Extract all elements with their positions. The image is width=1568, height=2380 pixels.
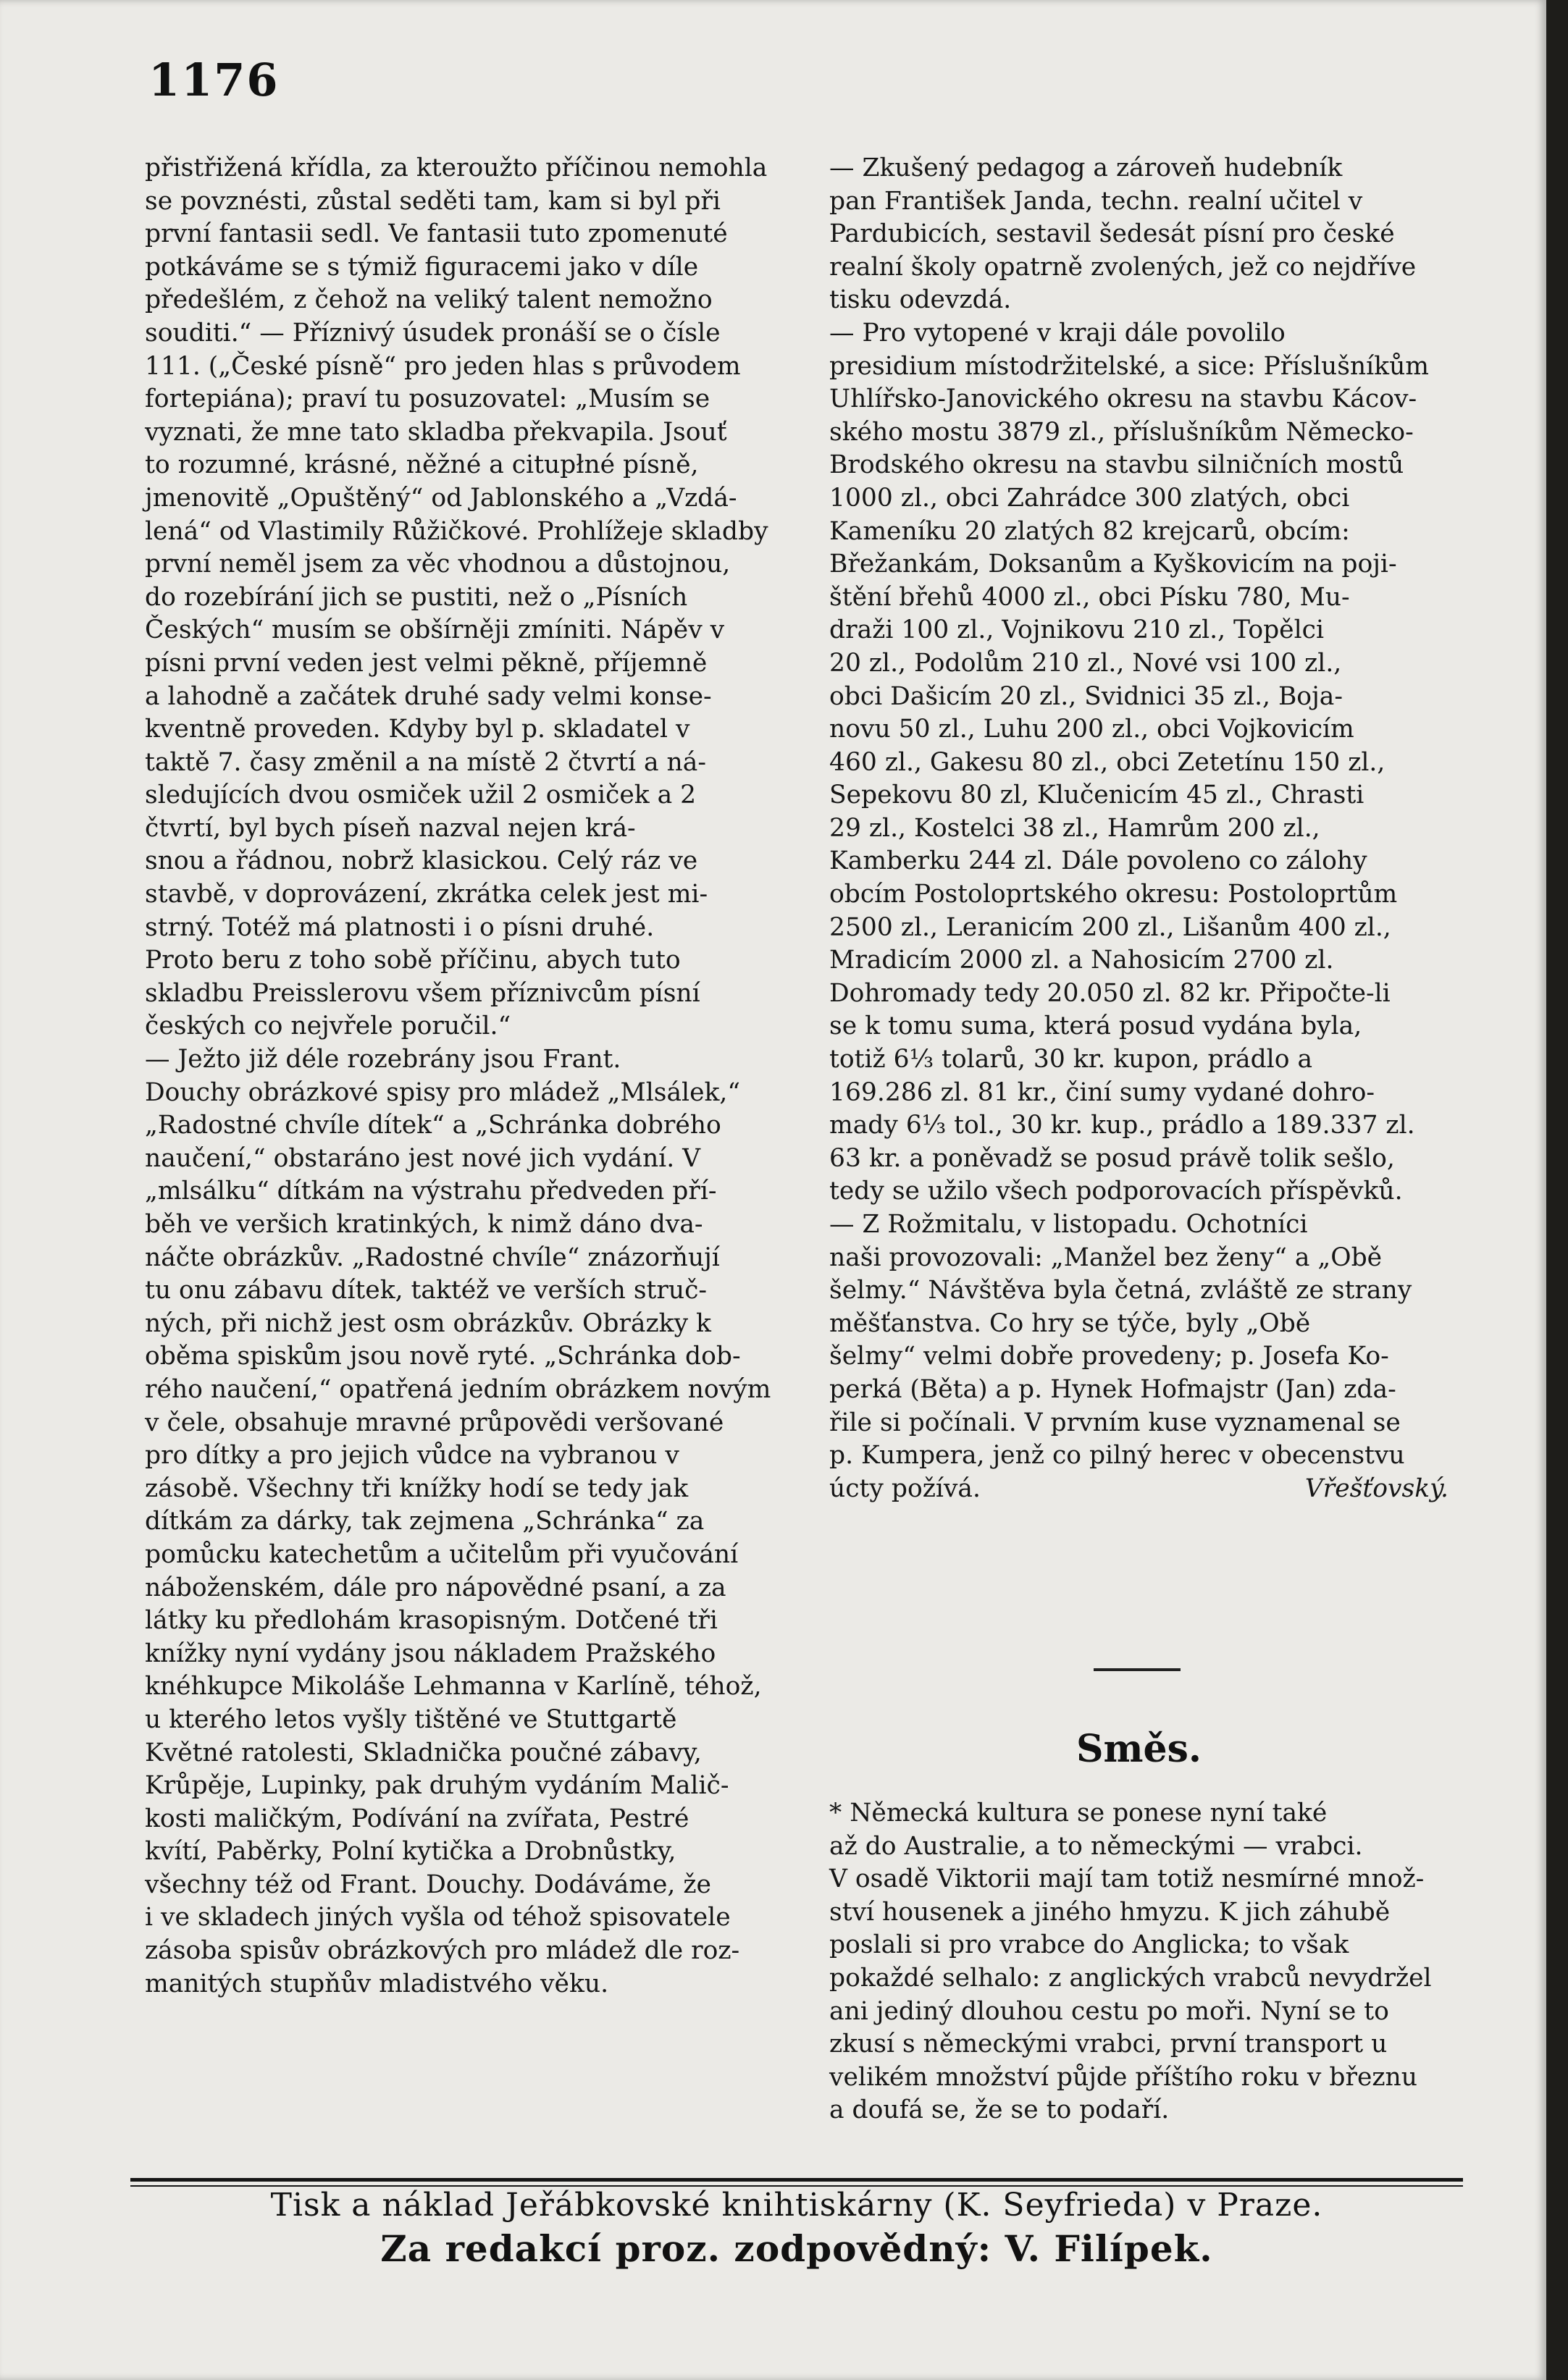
article-song-review: [145, 152, 793, 1043]
text-line: „mlsálku“ dítkám na výstrahu předveden pří-: [145, 1177, 717, 1206]
text-line: kvítí, Paběrky, Polní kytička a Drobnůstky,: [145, 1837, 676, 1867]
text-line: Brodského okresu na stavbu silničních mostů: [829, 450, 1404, 480]
text-line: pro dítky a pro jejich vůdce na vybranou v: [145, 1441, 679, 1471]
text-line: ných, při nichž jest osm obrázkův. Obrázky k: [145, 1308, 711, 1338]
text-line: stavbě, v doprovázení, zkrátka celek jest mi-: [145, 880, 708, 909]
text-line: Pardubicích, sestavil šedesát písní pro české: [829, 219, 1395, 249]
text-line: poslali si pro vrabce do Anglicka; to však: [829, 1930, 1349, 1960]
text-line: českých co nejvřele poručil.“: [145, 1012, 511, 1041]
text-line: taktě 7. časy změnil a na místě 2 čtvrtí a ná-: [145, 747, 707, 777]
text-line: do rozebírání jich se pustiti, než o „Písních: [145, 582, 688, 612]
text-line: p. Kumpera, jenž co pilný herec v obecenstvu: [829, 1441, 1405, 1471]
footer-printer: Tisk a náklad Jeřábkovské knihtiskárny (K. Seyfrieda) v Praze.: [270, 2187, 1323, 2224]
text-line: pomůcku katechetům a učitelům při vyučování: [145, 1539, 739, 1569]
text-line: tu onu zábavu dítek, taktéž ve verších struč-: [145, 1276, 708, 1305]
text-line: čtvrtí, byl bych píseň nazval nejen krá-: [145, 813, 636, 843]
text-line: se k tomu suma, která posud vydána byla,: [829, 1012, 1362, 1041]
text-line: skladbu Preisslerovu všem příznivcům písní: [145, 978, 700, 1008]
text-line: pan František Janda, techn. realní učitel v: [829, 186, 1363, 216]
text-line: naši provozovali: „Manžel bez ženy“ a „Obě: [829, 1242, 1383, 1272]
text-line: Květné ratolesti, Skladnička poučné zábavy,: [145, 1738, 702, 1767]
text-line: dítkám za dárky, tak zejmena „Schránka“ za: [145, 1507, 705, 1536]
text-line: v čele, obsahuje mravné průpovědi veršované: [145, 1408, 724, 1437]
text-line: * Německá kultura se ponese nyní také: [829, 1799, 1328, 1828]
text-line: ani jediný dlouhou cestu po moři. Nyní se to: [829, 1996, 1389, 2026]
text-line: — Ježto již déle rozebrány jsou Frant.: [145, 1045, 621, 1075]
text-line: se povznésti, zůstal seděti tam, kam si byl při: [145, 186, 721, 216]
text-line: ství housenek a jiného hmyzu. K jich záhubě: [829, 1897, 1391, 1927]
text-line: — Pro vytopené v kraji dále povolilo: [829, 318, 1286, 348]
text-line: předešlém, z čehož na veliký talent nemožno: [145, 285, 713, 315]
text-line: zásoba spisův obrázkových pro mládež dle roz-: [145, 1936, 740, 1966]
text-line: u kterého letos vyšly tištěné ve Stuttgartě: [145, 1704, 677, 1734]
text-line: 1000 zl., obci Zahrádce 300 zlatých, obci: [829, 483, 1350, 513]
right-column: [829, 152, 1448, 1505]
article-doucha-books: [145, 1043, 793, 2001]
text-line: šelmy“ velmi dobře provedeny; p. Josefa Ko-: [829, 1342, 1389, 1371]
text-line: knéhkupce Mikoláše Lehmanna v Karlíně, téhož,: [145, 1672, 762, 1702]
text-line: rého naučení,“ opatřená jedním obrázkem novým: [145, 1374, 771, 1404]
text-line: souditi.“ — Příznivý úsudek pronáší se o čísle: [145, 318, 721, 348]
text-line: písni první veden jest velmi pěkně, příjemně: [145, 648, 708, 678]
text-line: tisku odevzdá.: [829, 285, 1012, 315]
text-line: perká (Běta) a p. Hynek Hofmajstr (Jan) zda-: [829, 1374, 1396, 1404]
text-line: všechny též od Frant. Douchy. Dodáváme, že: [145, 1870, 711, 1899]
text-line: manitých stupňův mladistvého věku.: [145, 1969, 609, 1998]
smes-column: [829, 1797, 1448, 2127]
text-line: přistřižená křídla, za kteroužto příčinou nemohla: [145, 154, 768, 182]
text-line: — Zkušený pedagog a zároveň hudebník: [829, 154, 1343, 182]
text-line: totiž 6⅓ tolarů, 30 kr. kupon, prádlo a: [829, 1045, 1313, 1075]
text-line: 169.286 zl. 81 kr., činí sumy vydané dohro-: [829, 1077, 1375, 1107]
text-line: snou a řádnou, nobrž klasickou. Celý ráz ve: [145, 846, 698, 876]
text-line: a lahodně a začátek druhé sady velmi konse-: [145, 681, 712, 711]
text-line: i ve skladech jiných vyšla od téhož spisovatele: [145, 1903, 731, 1933]
text-line: lená“ od Vlastimily Růžičkové. Prohlížeje skladby: [145, 516, 768, 546]
left-column: [145, 152, 793, 2001]
text-line: Sepekovu 80 zl, Klučenicím 45 zl., Chrasti: [829, 781, 1364, 810]
text-line: — Z Rožmitalu, v listopadu. Ochotníci: [829, 1210, 1308, 1239]
text-line: ského mostu 3879 zl., příslušníkům Německo-: [829, 417, 1414, 447]
text-line: Kamberku 244 zl. Dále povoleno co zálohy: [829, 846, 1367, 876]
text-line: Douchy obrázkové spisy pro mládež „Mlsálek,“: [145, 1077, 741, 1107]
text-line: měšťanstva. Co hry se týče, byly „Obě: [829, 1308, 1311, 1338]
text-line: vyznati, že mne tato skladba překvapila. Jsouť: [145, 417, 727, 447]
text-line: náčte obrázkův. „Radostné chvíle“ znázorňují: [145, 1242, 720, 1272]
text-line: Proto beru z toho sobě příčinu, abych tuto: [145, 946, 681, 975]
section-title: Směs.: [1076, 1727, 1202, 1771]
text-line: šelmy.“ Návštěva byla četná, zvláště ze strany: [829, 1276, 1412, 1305]
text-line: draži 100 zl., Vojnikovu 210 zl., Topělci: [829, 615, 1324, 645]
text-line: první neměl jsem za věc vhodnou a důstojnou,: [145, 550, 731, 579]
text-line: 2500 zl., Leranicím 200 zl., Lišanům 400 zl.,: [829, 912, 1391, 942]
section-separator: [1094, 1668, 1181, 1671]
text-line: V osadě Viktorii mají tam totiž nesmírné množ-: [829, 1864, 1425, 1894]
author-signature: Vřešťovský.: [1304, 1473, 1448, 1503]
text-line: Břežankám, Doksanům a Kyškovicím na poji-: [829, 550, 1397, 579]
text-line: Dohromady tedy 20.050 zl. 82 kr. Připočte-li: [829, 978, 1391, 1008]
text-line: „Radostné chvíle dítek“ a „Schránka dobrého: [145, 1111, 721, 1140]
page-number: 1176: [148, 54, 280, 106]
text-line: 460 zl., Gakesu 80 zl., obci Zetetínu 150 zl.,: [829, 747, 1385, 777]
text-line: potkáváme se s týmiž figuracemi jako v díle: [145, 252, 699, 282]
text-line: pokaždé selhalo: z anglických vrabců nevydržel: [829, 1963, 1432, 1993]
text-line: běh ve veršich kratinkých, k nimž dáno dva-: [145, 1210, 703, 1239]
text-line: Kameníku 20 zlatých 82 krejcarů, obcím:: [829, 516, 1350, 546]
article-sparrows-australia: [829, 1797, 1448, 2127]
text-line: první fantasii sedl. Ve fantasii tuto zpomenuté: [145, 219, 728, 249]
text-line: realní školy opatrně zvolených, jež co nejdříve: [829, 252, 1417, 282]
text-line: Uhlířsko-Janovického okresu na stavbu Kácov-: [829, 384, 1417, 414]
text-line: obcím Postoloprtského okresu: Postoloprtům: [829, 880, 1398, 909]
text-line: štění břehů 4000 zl., obci Písku 780, Mu-: [829, 582, 1350, 612]
text-line: zkusí s německými vrabci, první transport u: [829, 2030, 1388, 2059]
text-line: řile si počínali. V prvním kuse vyznamenal se: [829, 1408, 1401, 1437]
text-line: Mradicím 2000 zl. a Nahosicím 2700 zl.: [829, 946, 1334, 975]
text-line: náboženském, dále pro nápovědné psaní, a za: [145, 1573, 726, 1602]
text-line: tedy se užilo všech podporovacích příspěvků.: [829, 1177, 1403, 1206]
text-line: sledujících dvou osmiček užil 2 osmiček a 2: [145, 781, 697, 810]
text-line: až do Australie, a to německými — vrabci.: [829, 1831, 1363, 1861]
text-line: úcty požívá. Vřešťovský.: [829, 1473, 1448, 1506]
text-line: novu 50 zl., Luhu 200 zl., obci Vojkovicím: [829, 715, 1354, 744]
text-line: fortepiána); praví tu posuzovatel: „Musím se: [145, 384, 710, 414]
text-line: knížky nyní vydány jsou nákladem Pražského: [145, 1639, 716, 1668]
footer-rule: [130, 2178, 1463, 2182]
text-line: kventně proveden. Kdyby byl p. skladatel v: [145, 715, 690, 744]
text-line: velikém množství půjde příštího roku v březnu: [829, 2062, 1417, 2092]
text-line: oběma spiskům jsou nově ryté. „Schránka dob-: [145, 1342, 741, 1371]
article-janda-songs: [829, 152, 1448, 317]
text-line: Krůpěje, Lupinky, pak druhým vydáním Malič-: [145, 1771, 729, 1801]
text-line: látky ku předlohám krasopisným. Dotčené tři: [145, 1606, 718, 1636]
text-line: kosti maličkým, Podívání na zvířata, Pestré: [145, 1804, 689, 1833]
article-flood-relief: [829, 317, 1448, 1208]
text-line: a doufá se, že se to podaří.: [829, 2095, 1170, 2125]
text-line: mady 6⅓ tol., 30 kr. kup., prádlo a 189.337 zl.: [829, 1111, 1415, 1140]
text-line: 63 kr. a poněvadž se posud právě tolik sešlo,: [829, 1143, 1395, 1173]
text-line: presidium místodržitelské, a sice: Příslušníkům: [829, 351, 1429, 381]
text-line: 20 zl., Podolům 210 zl., Nové vsi 100 zl.,: [829, 648, 1342, 678]
footer-editor: Za redakcí proz. zodpovědný: V. Filípek.: [380, 2227, 1213, 2270]
text-line: 111. („České písně“ pro jeden hlas s průvodem: [145, 351, 741, 381]
text-line: naučení,“ obstaráno jest nové jich vydání. V: [145, 1143, 701, 1173]
text-line: zásobě. Všechny tři knížky hodí se tedy jak: [145, 1473, 689, 1503]
text-line: strný. Totéž má platnosti i o písni druhé.: [145, 912, 655, 942]
text-line: obci Dašicím 20 zl., Svidnici 35 zl., Boja-: [829, 681, 1343, 711]
text-line: Českých“ musím se obšírněji zmíniti. Nápěv v: [145, 615, 725, 645]
article-rozmital-theatre: [829, 1208, 1448, 1505]
text-line: jmenovitě „Opuštěný“ od Jablonského a „Vzdá-: [145, 483, 737, 513]
text-line: 29 zl., Kostelci 38 zl., Hamrům 200 zl.,: [829, 813, 1320, 843]
text-line: to rozumné, krásné, něžné a citupłné písně,: [145, 450, 699, 480]
